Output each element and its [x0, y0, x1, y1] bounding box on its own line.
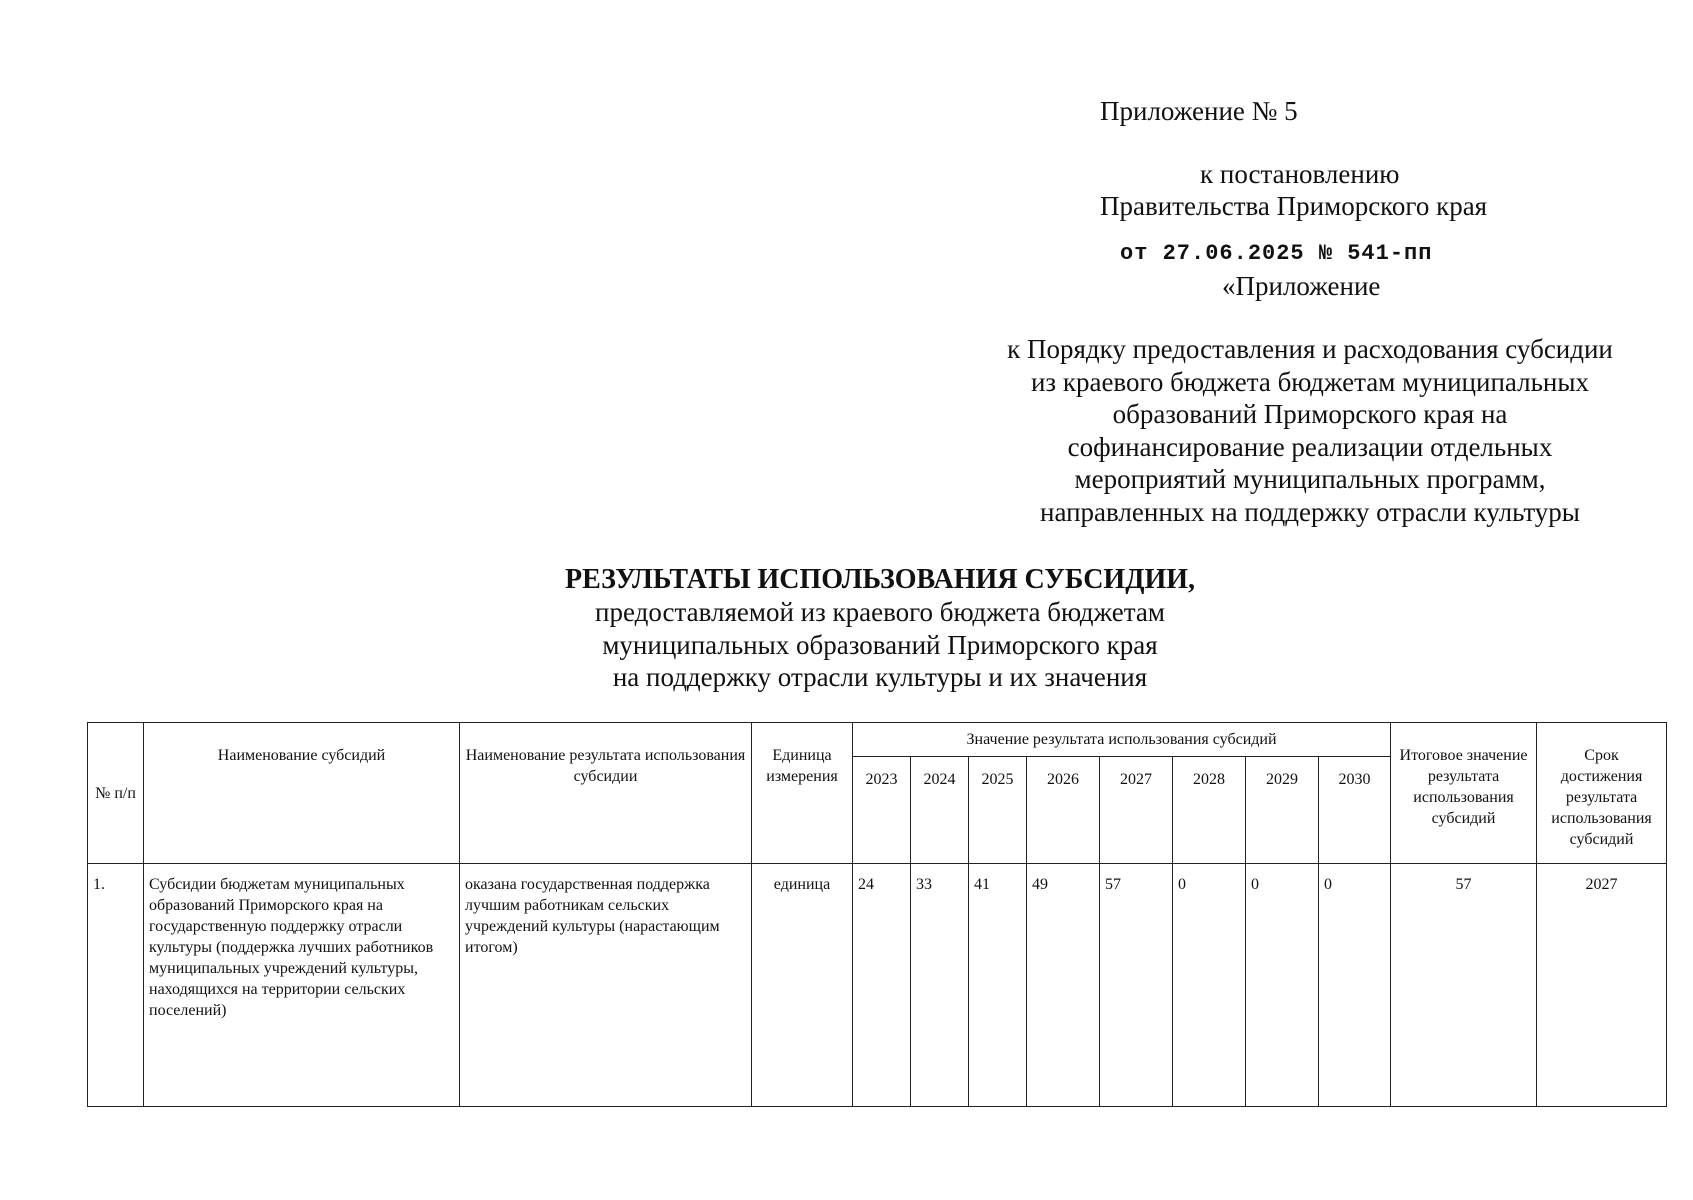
row-result-name: оказана государственная поддержка лучшим работникам сельских учреждений культуры (нарастающим итогом) [460, 864, 752, 1107]
order-line: софинансирование реализации отдельных [1067, 431, 1553, 462]
header-year: 2028 [1173, 757, 1246, 864]
row-deadline: 2027 [1537, 864, 1667, 1107]
header-number: № п/п [88, 723, 144, 864]
header-year: 2027 [1100, 757, 1173, 864]
order-line: к Порядку предоставления и расходования субсидии [1007, 334, 1613, 364]
row-value-2027: 57 [1100, 864, 1173, 1107]
header-year: 2026 [1027, 757, 1100, 864]
document-title-line: муниципальных образований Приморского края [602, 629, 1158, 660]
decree-date-number-stamp: от 27.06.2025 № 541-пп [1120, 241, 1433, 266]
header-year: 2030 [1319, 757, 1391, 864]
document-title [450, 564, 1310, 694]
row-number: 1. [88, 864, 144, 1107]
row-value-2025: 41 [969, 864, 1027, 1107]
header-result-name: Наименование результата использования субсидии [460, 723, 752, 864]
order-line: направленных на поддержку отрасли культуры [1040, 496, 1580, 527]
row-unit: единица [752, 864, 853, 1107]
order-line: из краевого бюджета бюджетам муниципальных [1030, 366, 1590, 397]
header-deadline: Срок достижения результата использования субсидий [1537, 723, 1667, 864]
row-value-2023: 24 [853, 864, 911, 1107]
row-value-2029: 0 [1246, 864, 1319, 1107]
row-value-2026: 49 [1027, 864, 1100, 1107]
row-subsidy-name: Субсидии бюджетам муниципальных образований Приморского края на государственную поддержку отрасли культуры (поддержка лучших работников муниципальных учреждений культуры, находящихся на территории сельских поселений) [144, 864, 460, 1107]
to-decree-line: к постановлению [1200, 159, 1400, 189]
row-value-2024: 33 [911, 864, 969, 1107]
header-year: 2023 [853, 757, 911, 864]
row-final-value: 57 [1391, 864, 1537, 1107]
appendix-title: Приложение № 5 [1100, 96, 1298, 126]
document-title-line: на поддержку отрасли культуры и их значения [612, 662, 1148, 692]
order-line: мероприятий муниципальных программ, [1074, 464, 1546, 494]
header-year: 2025 [969, 757, 1027, 864]
government-line: Правительства Приморского края [1100, 191, 1488, 221]
header-final-value: Итоговое значение результата использования субсидий [1391, 723, 1537, 864]
row-value-2028: 0 [1173, 864, 1246, 1107]
header-year: 2029 [1246, 757, 1319, 864]
order-line: образований Приморского края на [1112, 399, 1508, 429]
header-year: 2024 [911, 757, 969, 864]
row-value-2030: 0 [1319, 864, 1391, 1107]
header-subsidy-name: Наименование субсидий [144, 723, 460, 864]
appendix-to-decree [1080, 158, 1520, 222]
document-title-line: предоставляемой из краевого бюджета бюджетам [595, 597, 1165, 627]
header-values-group: Значение результата использования субсидий [853, 723, 1391, 757]
quote-appendix: «Приложение [1222, 271, 1381, 301]
table-row [88, 864, 1667, 1107]
header-unit: Единица измерения [752, 723, 853, 864]
document-title-main: РЕЗУЛЬТАТЫ ИСПОЛЬЗОВАНИЯ СУБСИДИИ, [564, 564, 1196, 595]
results-table [87, 722, 1667, 1107]
order-reference-block [960, 333, 1660, 528]
